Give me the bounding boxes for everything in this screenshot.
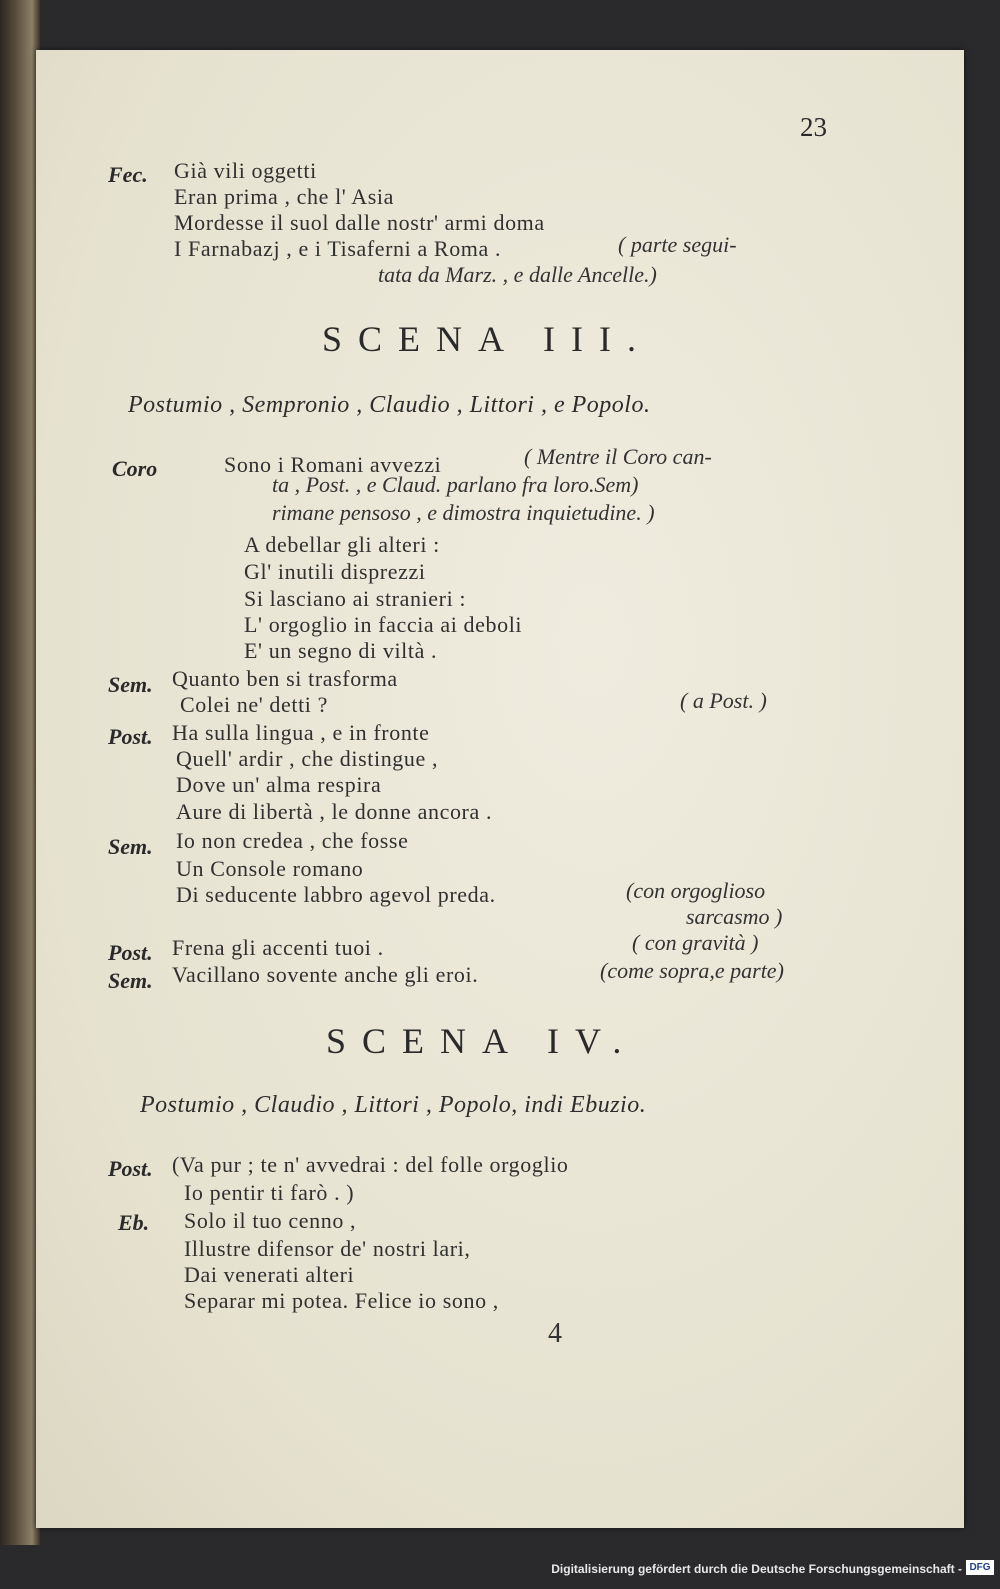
verse-line: (Va pur ; te n' avvedrai : del folle orgoglio bbox=[172, 1152, 569, 1177]
verse-line: Quell' ardir , che distingue , bbox=[176, 746, 439, 771]
stage-direction: rimane pensoso , e dimostra inquietudine. ) bbox=[272, 500, 655, 525]
page-number: 23 bbox=[800, 112, 827, 142]
speaker-label: Post. bbox=[108, 724, 153, 749]
scene-title: SCENA IV. bbox=[326, 1021, 638, 1061]
funding-credit: Digitalisierung gefördert durch die Deutsche Forschungsgemeinschaft - bbox=[551, 1562, 962, 1576]
verse-line: Illustre difensor de' nostri lari, bbox=[184, 1236, 471, 1261]
verse-line: Gl' inutili disprezzi bbox=[244, 559, 426, 584]
verse-line: Io pentir ti farò . ) bbox=[184, 1180, 355, 1205]
verse-line: Frena gli accenti tuoi . bbox=[172, 935, 384, 960]
verse-line: Sono i Romani avvezzi bbox=[224, 452, 442, 477]
dfg-logo-icon: DFG bbox=[966, 1560, 994, 1575]
speaker-label: Sem. bbox=[108, 672, 153, 697]
speaker-label: Sem. bbox=[108, 968, 153, 993]
verse-line: Io non credea , che fosse bbox=[176, 828, 409, 853]
verse-line: Solo il tuo cenno , bbox=[184, 1208, 357, 1233]
verse-line: Dove un' alma respira bbox=[176, 772, 382, 797]
speaker-label: Post. bbox=[108, 1156, 153, 1181]
stage-direction: ( a Post. ) bbox=[680, 688, 767, 713]
stage-direction: ( Mentre il Coro can- bbox=[524, 444, 712, 469]
stage-direction: ta , Post. , e Claud. parlano fra loro.Sem) bbox=[272, 472, 639, 497]
verse-line: Quanto ben si trasforma bbox=[172, 666, 398, 691]
verse-line: Già vili oggetti bbox=[174, 158, 317, 183]
signature-mark: 4 bbox=[548, 1318, 562, 1349]
speaker-label: Fec. bbox=[108, 162, 148, 187]
speaker-label: Sem. bbox=[108, 834, 153, 859]
verse-line: Separar mi potea. Felice io sono , bbox=[184, 1288, 499, 1313]
verse-line: Un Console romano bbox=[176, 856, 364, 881]
verse-line: E' un segno di viltà . bbox=[244, 638, 438, 663]
verse-line: Dai venerati alteri bbox=[184, 1262, 355, 1287]
cast-list: Postumio , Claudio , Littori , Popolo, indi Ebuzio. bbox=[140, 1092, 647, 1118]
verse-line: I Farnabazj , e i Tisaferni a Roma . bbox=[174, 236, 502, 261]
stage-direction: ( con gravità ) bbox=[632, 930, 759, 955]
speaker-label: Post. bbox=[108, 940, 153, 965]
stage-direction: ( parte segui- bbox=[618, 232, 737, 257]
verse-line: Ha sulla lingua , e in fronte bbox=[172, 720, 430, 745]
verse-line: Aure di libertà , le donne ancora . bbox=[176, 799, 493, 824]
verse-line: L' orgoglio in faccia ai deboli bbox=[244, 612, 523, 637]
book-spine bbox=[0, 0, 40, 1545]
speaker-label: Coro bbox=[112, 456, 158, 481]
stage-direction: (con orgoglioso bbox=[626, 878, 766, 903]
verse-line: Si lasciano ai stranieri : bbox=[244, 586, 467, 611]
scene-title: SCENA III. bbox=[322, 319, 652, 359]
cast-list: Postumio , Sempronio , Claudio , Littori , e Popolo. bbox=[128, 392, 651, 418]
verse-line: Colei ne' detti ? bbox=[180, 692, 328, 717]
speaker-label: Eb. bbox=[118, 1210, 150, 1235]
stage-direction: tata da Marz. , e dalle Ancelle.) bbox=[378, 262, 657, 287]
verse-line: Mordesse il suol dalle nostr' armi doma bbox=[174, 210, 545, 235]
verse-line: Di seducente labbro agevol preda. bbox=[176, 882, 496, 907]
footer-bar bbox=[0, 1545, 1000, 1589]
verse-line: Eran prima , che l' Asia bbox=[174, 184, 394, 209]
stage-direction: sarcasmo ) bbox=[686, 904, 783, 929]
verse-line: A debellar gli alteri : bbox=[244, 532, 440, 557]
verse-line: Vacillano sovente anche gli eroi. bbox=[172, 962, 479, 987]
stage-direction: (come sopra,e parte) bbox=[600, 958, 784, 983]
